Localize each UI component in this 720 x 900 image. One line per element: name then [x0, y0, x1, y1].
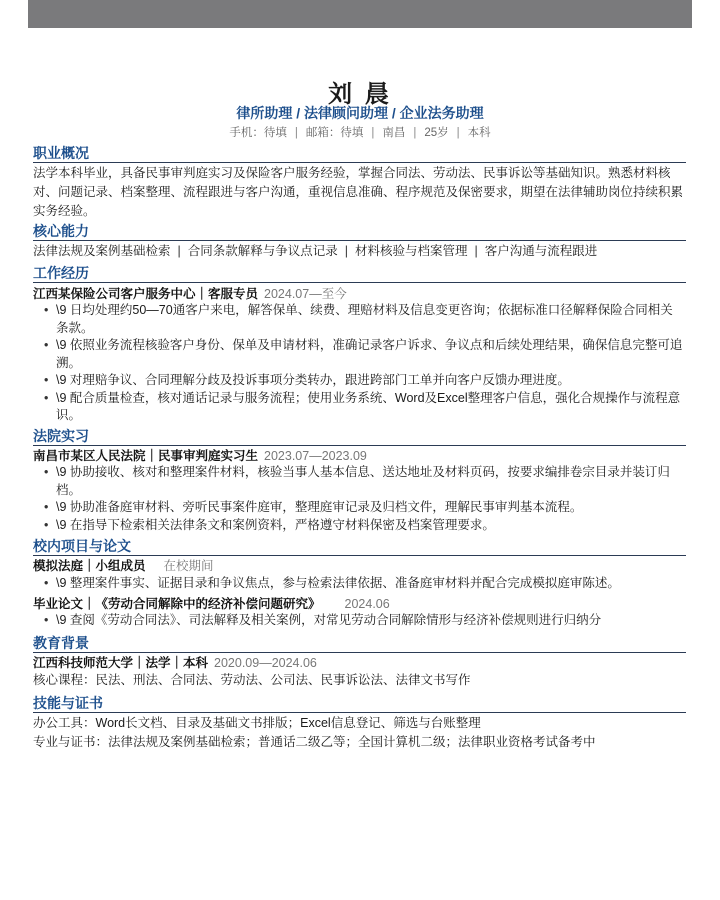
- list-item: • \9 协助接收、核对和整理案件材料，核验当事人基本信息、送达地址及材料页码，按要求编排卷宗目录并装订归档。: [44, 464, 684, 499]
- section-title-skills: 技能与证书: [33, 694, 686, 713]
- thesis-date: 2024.06: [344, 597, 390, 611]
- intern-entry-head: [33, 447, 683, 465]
- separator: |: [344, 244, 349, 258]
- section-title-education: 教育背景: [33, 634, 686, 653]
- intern-bullets: [44, 464, 684, 534]
- list-item: • \9 在指导下检索相关法律条文和案例资料，严格遵守材料保密及档案管理要求。: [44, 517, 684, 535]
- contact-line: [0, 124, 720, 140]
- separator: |: [294, 127, 298, 139]
- moot-entry-head: [33, 557, 683, 575]
- list-item: • \9 配合质量检查，核对通话记录与服务流程；使用业务系统、Word及Excel整理客户信息，强化合规操作与流程意识。: [44, 390, 684, 425]
- candidate-name: 刘 晨: [328, 81, 392, 108]
- list-item: • \9 对理赔争议、合同理解分歧及投诉事项分类转办，跟进跨部门工单并向客户反馈办理进度。: [44, 372, 684, 390]
- moot-date: 在校期间: [163, 559, 214, 573]
- school-name: 江西科技师范大学｜法学｜本科: [33, 656, 209, 670]
- core-skill: 客户沟通与流程跟进: [484, 244, 598, 258]
- core-skill: 合同条款解释与争议点记录: [187, 244, 338, 258]
- skills-office: 办公工具：Word长文档、目录及基础文书排版；Excel信息登记、筛选与台账整理: [33, 716, 481, 730]
- section-title-work: 工作经历: [33, 264, 686, 283]
- thesis-org: 毕业论文｜《劳动合同解除中的经济补偿问题研究》: [33, 597, 321, 611]
- contact-city: 南昌: [382, 127, 406, 139]
- core-skill: 法律法规及案例基础检索: [33, 244, 171, 258]
- education-date: 2020.09—2024.06: [214, 656, 317, 670]
- thesis-bullets: [44, 612, 684, 630]
- contact-phone: 手机：待填: [229, 127, 287, 139]
- work-date: 2024.07—至今: [264, 287, 347, 301]
- intern-org: 南昌市某区人民法院｜民事审判庭实习生: [33, 449, 259, 463]
- contact-age: 25岁: [424, 127, 449, 139]
- separator: |: [456, 127, 460, 139]
- skills-certs: 专业与证书：法律法规及案例基础检索；普通话二级乙等；全国计算机二级；法律职业资格考试备考中: [33, 735, 596, 749]
- job-targets: 律所助理 / 法律顾问助理 / 企业法务助理: [236, 105, 484, 121]
- contact-degree: 本科: [467, 127, 491, 139]
- list-item: • \9 依照业务流程核验客户身份、保单及申请材料，准确记录客户诉求、争议点和后续处理结果，确保信息完整可追溯。: [44, 337, 684, 372]
- section-title-intern: 法院实习: [33, 427, 686, 446]
- thesis-entry-head: [33, 595, 683, 613]
- separator: |: [371, 127, 375, 139]
- section-title-overview: 职业概况: [33, 144, 686, 163]
- section-title-projects: 校内项目与论文: [33, 537, 686, 556]
- core-skills-line: [33, 242, 683, 261]
- moot-bullets: [44, 575, 684, 593]
- list-item: • \9 协助准备庭审材料、旁听民事案件庭审，整理庭审记录及归档文件，理解民事审判基本流程。: [44, 499, 684, 517]
- education-courses: 核心课程：民法、刑法、合同法、劳动法、公司法、民事诉讼法、法律文书写作: [33, 673, 471, 687]
- education-entry-head: [33, 654, 683, 672]
- list-item: • \9 整理案件事实、证据目录和争议焦点，参与检索法律依据、准备庭审材料并配合完成模拟庭审陈述。: [44, 575, 684, 593]
- separator: |: [413, 127, 417, 139]
- overview-text: 法学本科毕业，具备民事审判庭实习及保险客户服务经验，掌握合同法、劳动法、民事诉讼等基础知识。熟悉材料核对、问题记录、档案整理、流程跟进与客户沟通，重视信息准确、程序规范及保密要求，期望在法律辅助岗位持续积累实务经验。: [33, 166, 684, 218]
- separator: |: [474, 244, 478, 258]
- moot-org: 模拟法庭｜小组成员: [33, 559, 146, 573]
- contact-email: 邮箱：待填: [305, 127, 364, 139]
- list-item: • \9 日均处理约50—70通客户来电，解答保单、续费、理赔材料及信息变更咨询；依据标准口径解释保险合同相关条款。: [44, 302, 684, 337]
- work-entry-head: [33, 285, 683, 303]
- separator: |: [177, 244, 181, 258]
- work-bullets: [44, 302, 684, 425]
- intern-date: 2023.07—2023.09: [264, 449, 367, 463]
- list-item: • \9 查阅《劳动合同法》、司法解释及相关案例，对常见劳动合同解除情形与经济补偿规则进行归纳分: [44, 612, 684, 630]
- core-skill: 材料核验与档案管理: [355, 244, 468, 258]
- section-title-core: 核心能力: [33, 222, 686, 241]
- work-org: 江西某保险公司客户服务中心｜客服专员: [33, 287, 259, 301]
